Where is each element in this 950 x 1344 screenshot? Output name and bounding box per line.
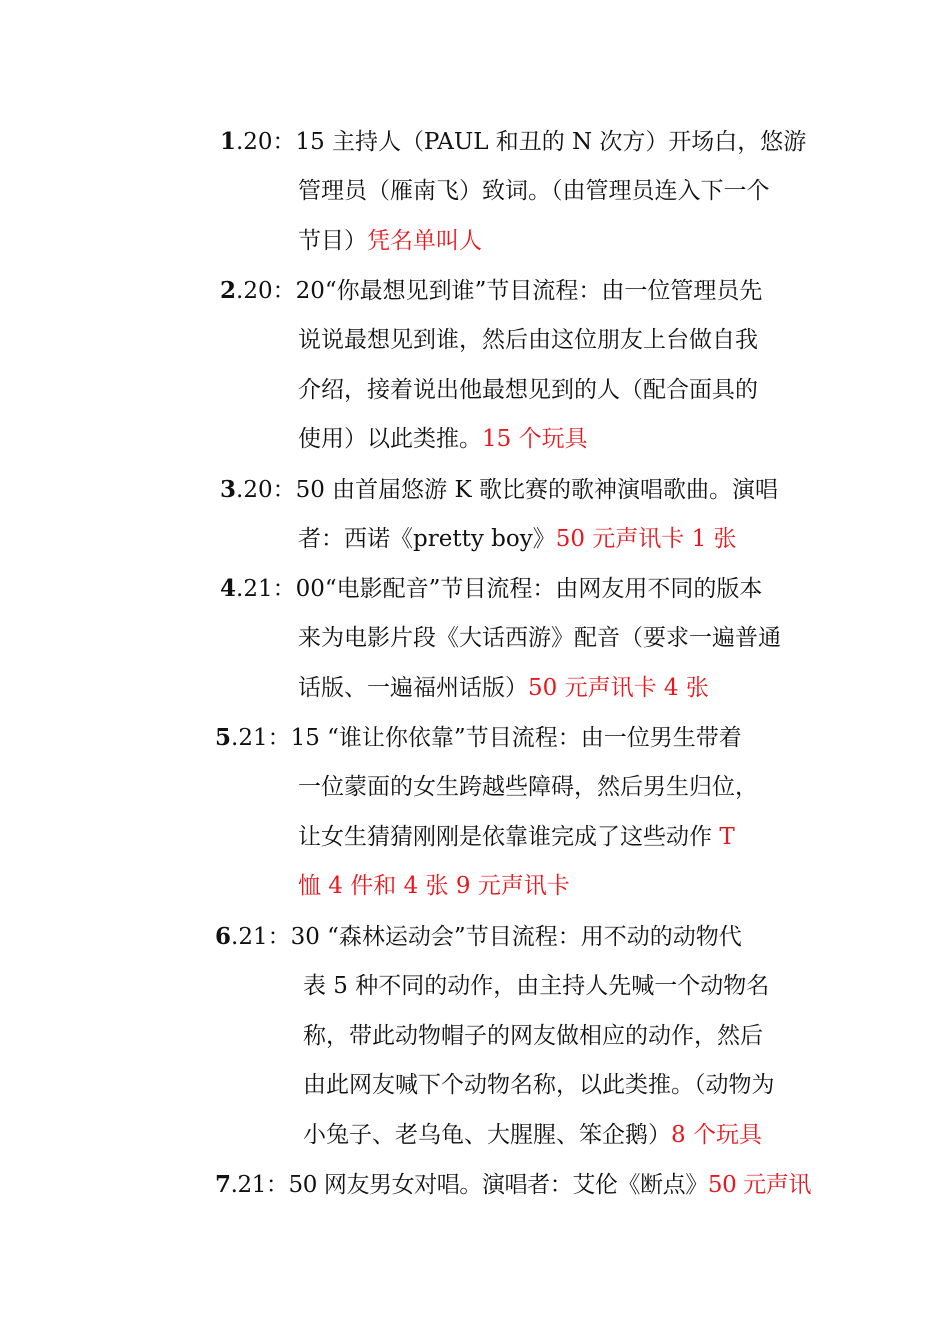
item-6-text: .21：30 “森林运动会”节目流程：用不动的动物代	[231, 924, 742, 950]
item-1-text: .20：15 主持人（PAUL 和丑的 N 次方）开场白，悠游	[235, 129, 807, 155]
item-6-text: 由此网友喊下个动物名称，以此类推。（动物为	[303, 1072, 775, 1098]
item-3-number: 3	[220, 476, 237, 503]
item-7-prize: 50 元声讯	[707, 1172, 811, 1198]
item-4-line-3	[0, 668, 950, 708]
item-3-prize: 50 元声讯卡 1 张	[555, 526, 737, 552]
item-2-text: 介绍，接着说出他最想见到的人（配合面具的	[298, 377, 758, 403]
item-7-number: 7	[215, 1171, 231, 1198]
item-5-prize: T	[719, 824, 735, 850]
item-5-line-2	[0, 767, 950, 807]
item-2-line-1	[0, 271, 950, 311]
item-2-prize: 15 个玩具	[482, 426, 588, 452]
item-7-text: .21：50 网友男女对唱。演唱者：艾伦《断点》	[230, 1172, 708, 1198]
item-3-line-2	[0, 519, 950, 559]
item-7-line-1	[0, 1165, 950, 1205]
item-6-text: 表 5 种不同的动作，由主持人先喊一个动物名	[303, 973, 770, 999]
item-4-line-2	[0, 618, 950, 658]
item-6-line-2	[0, 966, 950, 1006]
item-1-line-1	[0, 122, 950, 162]
item-2-line-4	[0, 419, 950, 459]
item-2-number: 2	[220, 277, 237, 304]
item-3-line-1	[0, 470, 950, 510]
item-2-text: 说说最想见到谁，然后由这位朋友上台做自我	[298, 327, 758, 353]
item-5-line-1	[0, 718, 950, 758]
item-4-text: 话版、一遍福州话版）	[298, 675, 528, 701]
item-3-text: .20：50 由首届悠游 K 歌比赛的歌神演唱歌曲。演唱	[236, 477, 778, 503]
item-5-prize: 恤 4 件和 4 张 9 元声讯卡	[298, 873, 570, 899]
item-5-text: .21：15 “谁让你依靠”节目流程：由一位男生带着	[231, 725, 742, 751]
item-5-number: 5	[215, 724, 232, 751]
item-2-line-2	[0, 320, 950, 360]
item-5-text: 一位蒙面的女生跨越些障碍，然后男生归位，	[298, 774, 758, 800]
item-4-prize: 50 元声讯卡 4 张	[528, 675, 709, 701]
item-3-text: 者：西诺《pretty boy》	[298, 526, 556, 552]
item-6-prize: 8 个玩具	[671, 1122, 762, 1148]
item-1-number: 1	[220, 128, 236, 155]
item-5-line-3	[0, 817, 950, 857]
item-1-line-2	[0, 171, 950, 211]
item-6-line-4	[0, 1065, 950, 1105]
item-6-line-3	[0, 1016, 950, 1056]
item-1-line-3	[0, 221, 950, 261]
item-4-text: 来为电影片段《大话西游》配音（要求一遍普通	[298, 625, 781, 651]
item-1-text: 管理员（雁南飞）致词。（由管理员连入下一个	[298, 178, 770, 204]
item-5-line-4	[0, 866, 950, 906]
item-5-text: 让女生猜猜刚刚是依靠谁完成了这些动作	[298, 824, 720, 850]
item-1-text: 节目）	[298, 228, 367, 254]
item-4-text: .21：00“电影配音”节目流程：由网友用不同的版本	[236, 576, 763, 602]
item-6-text: 称，带此动物帽子的网友做相应的动作，然后	[303, 1023, 763, 1049]
item-6-line-5	[0, 1115, 950, 1155]
item-6-line-1	[0, 917, 950, 957]
item-1-prize: 凭名单叫人	[367, 228, 482, 254]
item-2-line-3	[0, 370, 950, 410]
item-2-text: 使用）以此类推。	[298, 426, 482, 452]
item-6-number: 6	[215, 923, 232, 950]
item-2-text: .20：20“你最想见到谁”节目流程：由一位管理员先	[236, 278, 763, 304]
item-4-line-1	[0, 569, 950, 609]
item-6-text: 小兔子、老乌龟、大腥腥、笨企鹅）	[303, 1122, 671, 1148]
item-4-number: 4	[220, 575, 237, 602]
